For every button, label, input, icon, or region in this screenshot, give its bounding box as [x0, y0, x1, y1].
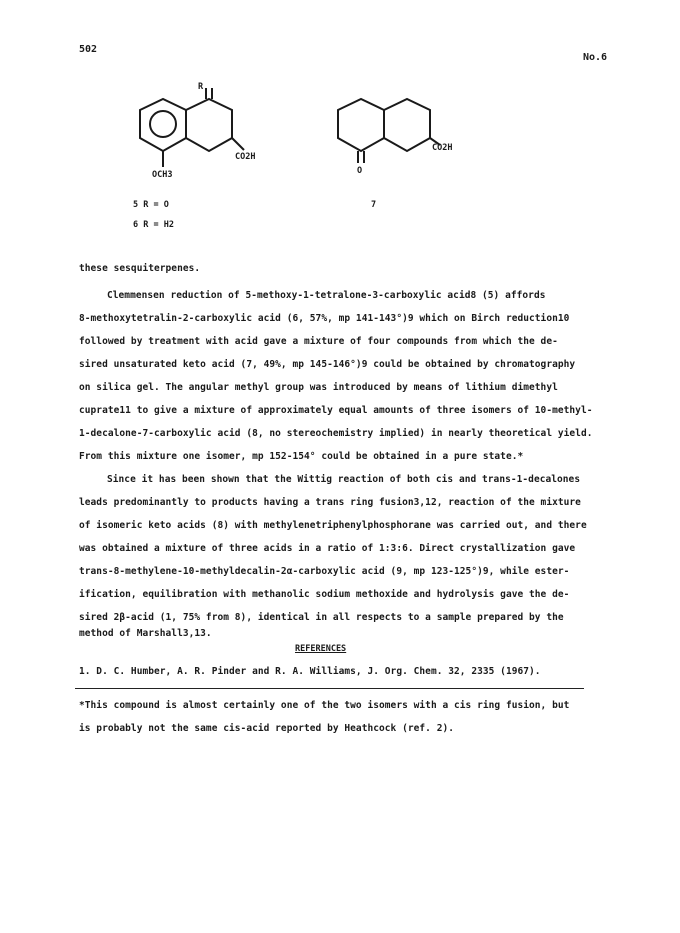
references-heading: REFERENCES: [295, 644, 347, 654]
body-line: followed by treatment with acid gave a mixture of four compounds from which the de-: [79, 336, 558, 347]
right-ring: [384, 99, 430, 151]
footnote-line: is probably not the same cis-acid reported by Heathcock (ref. 2).: [79, 723, 455, 734]
footnote-line: *This compound is almost certainly one of the two isomers with a cis ring fusion, but: [79, 700, 570, 711]
left-ring: [338, 99, 384, 151]
body-line: ification, equilibration with methanolic sodium methoxide and hydrolysis gave the de-: [79, 589, 570, 600]
body-line: trans-8-methylene-10-methyldecalin-2α-carboxylic acid (9, mp 123-125°)9, while ester-: [79, 566, 570, 577]
body-line: of isomeric keto acids (8) with methylenetriphenylphosphorane was carried out, and there: [79, 520, 587, 531]
body-line: on silica gel. The angular methyl group was introduced by means of lithium dimethyl: [79, 382, 558, 393]
r-substituent-label: R: [198, 82, 204, 92]
och3-label: OCH3: [152, 170, 173, 180]
body-line: leads predominantly to products having a trans ring fusion3,12, reaction of the mixture: [79, 497, 581, 508]
body-line: sired 2β-acid (1, 75% from 8), identical in all respects to a sample prepared by the: [79, 612, 564, 623]
ketone-o-label: O: [357, 166, 363, 176]
body-line: 8-methoxytetralin-2-carboxylic acid (6, 57%, mp 141-143°)9 which on Birch reduction10: [79, 313, 570, 324]
issue-number: No.6: [583, 52, 608, 63]
aromatic-ring: [140, 99, 186, 151]
body-line: sired unsaturated keto acid (7, 49%, mp 145-146°)9 could be obtained by chromatography: [79, 359, 576, 370]
body-line: 1-decalone-7-carboxylic acid (8, no stereochemistry implied) in nearly theoretical yield.: [79, 428, 593, 439]
footnote-divider: [75, 688, 584, 689]
body-line: From this mixture one isomer, mp 152-154° could be obtained in a pure state.*: [79, 451, 524, 462]
page-number: 502: [79, 44, 98, 55]
aromatic-circle: [150, 111, 176, 137]
body-line: Since it has been shown that the Wittig reaction of both cis and trans-1-decalones: [107, 474, 581, 485]
reference-item: 1. D. C. Humber, A. R. Pinder and R. A. Williams, J. Org. Chem. 32, 2335 (1967).: [79, 666, 541, 677]
body-line: was obtained a mixture of three acids in a ratio of 1:3:6. Direct crystallization gave: [79, 543, 576, 554]
compound-6-label: 6 R = H2: [133, 220, 174, 230]
structure-7-drawing: [320, 95, 480, 185]
body-line: Clemmensen reduction of 5-methoxy-1-tetralone-3-carboxylic acid8 (5) affords: [107, 290, 546, 301]
structure-5-6-drawing: [120, 95, 280, 195]
compound-5-label: 5 R = O: [133, 200, 169, 210]
co2h-label-5: CO2H: [235, 152, 256, 162]
co2h-label-7: CO2H: [432, 143, 453, 153]
body-line: method of Marshall3,13.: [79, 628, 212, 639]
body-line: cuprate11 to give a mixture of approximately equal amounts of three isomers of 10-methyl-: [79, 405, 593, 416]
carboxyl-bond: [232, 138, 244, 150]
body-line: these sesquiterpenes.: [79, 263, 201, 274]
compound-7-label: 7: [371, 200, 377, 210]
saturated-ring: [186, 99, 232, 151]
